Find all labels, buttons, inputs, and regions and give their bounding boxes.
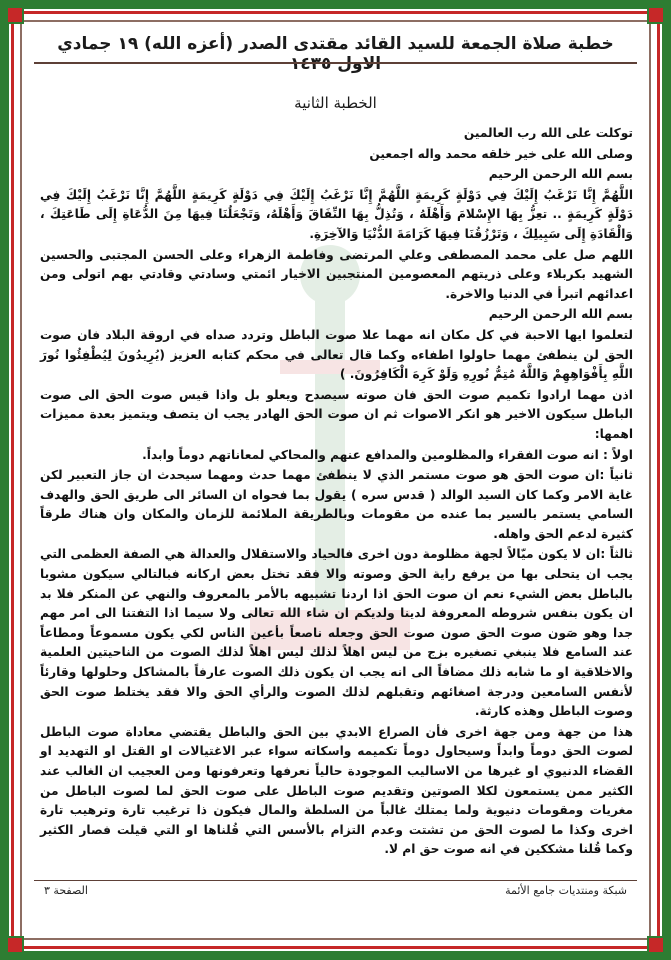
page-number: الصفحة ٣ bbox=[44, 884, 88, 897]
footer-publisher: شبكة ومنتديات جامع الأئمة bbox=[505, 884, 627, 897]
corner-ornament bbox=[647, 936, 665, 954]
paragraph: لتعلموا ايها الاحبة في كل مكان انه مهما علا صوت الباطل وتردد صداه في اروقة البلاد فان صوت الحق لن ينطفئ مهما حاولوا اطفاءه وكما قال تعالى في محكم كتابه العزيز (يُرِيدُونَ لِيُطْفِئُوا نُورَ اللَّهِ بِأَفْوَاهِهِمْ وَاللَّهُ مُتِمُّ نُورِهِ وَلَوْ كَرِهَ الْكَافِرُونَ. ) bbox=[40, 327, 633, 382]
paragraph: اللَّهُمَّ إِنَّا نَرْغَبُ إِلَيْكَ فِي دَوْلَةٍ كَرِيمَةٍ اللَّهُمَّ إِنَّا نَرْغَبُ إِلَيْكَ فِي دَوْلَةٍ كَرِيمَةٍ اللَّهُمَّ إِنَّا نَرْغَبُ إِلَيْكَ فِي دَوْلَةٍ كَرِيمَةٍ .. تعِزُّ بِهَا الإِسْلامَ وَأَهْلَهُ ، وَتُذِلُّ بِهَا النِّفَاقَ وَأَهْلَهُ، وَتَجْعَلُنَا فِيهَا مِنَ الدُّعَاةِ إِلَى طَاعَتِكَ ، وَالْقَادَةِ إِلَى سَبِيلِكَ ، وَتَرْزُقُنَا فِيهَا كَرَامَةَ الدُّنْيَا وَالآخِرَةِ. bbox=[40, 187, 633, 241]
sermon-body bbox=[40, 124, 633, 861]
corner-ornament bbox=[6, 6, 24, 24]
paragraph: ثالثاً :ان لا يكون ميّالاً لجهة مظلومة دون اخرى فالحياد والاستقلال والعدالة هي الصفة العظمى التي يجب ان يتحلى بها من يرفع راية الحق وصوته والا فقد تختل بعض اركانه فبالتالي سيكون مشوبا بالباطل بعض الشيء نعم ان صوت الحق اذا اردنا تشبيهه بالأمر بالمعروف والنهي عن المنكر فلا بد ان يكون بنفس شروطه المعروفة لدينا ولديكم ان شاء الله تعالى ولا سيما اذا التفتنا الى امر مهم جدا وهو صَون صوت الحق صون صوت الحق وجعله ناصعاً بأعين الناس لكي يكون مسموعاً ومطاعاً عند السامع فلا ينبغي تصغيره بزج من ليس اهلاً لذلك ليس اهلاً لذلك الصوت من الناحيتين العلمية والاخلاقية او ما شابه ذلك مضافاً الى انه يجب ان يكون ذلك الصوت عارفاً بالمشاكل وحلولها وقارئاً لأنفس السامعين ودرجة اصغائهم وتقبلهم لذلك الصوت والرأي الحق والا فقد يختلط صوت الحق وصوت الباطل وهذه كارثة. bbox=[40, 547, 633, 719]
header-divider bbox=[34, 62, 637, 64]
page-footer bbox=[44, 884, 627, 897]
page-title: خطبة صلاة الجمعة للسيد القائد مقتدى الصدر (أعزه الله) ١٩ جمادي الاول ١٤٣٥ bbox=[57, 34, 614, 74]
paragraph: اولاً : انه صوت الفقراء والمظلومين والمدافع عنهم والمحاكي لمعاناتهم دوماً وابداً. bbox=[142, 447, 633, 462]
paragraph: بسم الله الرحمن الرحيم bbox=[488, 307, 633, 322]
paragraph: وصلى الله على خير خلقه محمد واله اجمعين bbox=[369, 146, 633, 161]
paragraph: ثانياً :ان صوت الحق هو صوت مستمر الذي لا ينطفئ مهما حدث ومهما سيحدث ان جاز التعبير لكن غاية الامر وكما كان السيد الوالد ( قدس سره ) يقول بما فحواه ان السائر الى طريق الحق والهدف السامي يستمر بالسير بما عنده من مقومات وبالطريقة الملائمة للزمان والمكان وان هناك طرقاً كثيرة لدعم الحق واهله. bbox=[40, 468, 633, 541]
corner-ornament bbox=[6, 936, 24, 954]
paragraph: بسم الله الرحمن الرحيم bbox=[488, 167, 633, 182]
paragraph: هذا من جهة ومن جهة اخرى فأن الصراع الابدي بين الحق والباطل يقتضي معاداة صوت الباطل لصوت الحق دوماً وابداً وسيحاول دوماً تكميمه واسكاته سواء عبر الاغتيالات او القتل او التهديد او القضاء الدنيوي او غيرها من الاساليب الموجودة حالياً نعرفها وتعرفونها ومن العجيب ان الغالب عند الكثير ممن يستمعون لكلا الصوتين وتقديم صوت الباطل على صوت الحق لما لصوت الباطل من مغريات ومقومات دنيوية ولما يمتلك غالباً من السلطة والمال فيكون ذا ترغيب تارة وترهيب تارة اخرى وكذا ما لصوت الحق من تشتت وعدم التزام بالأسس التي قُلناها او التي قيلت فصار الكثير وكما قُلنا مشككين في انه صوت حق ام لا. bbox=[40, 724, 633, 857]
paragraph: اذن مهما ارادوا تكميم صوت الحق فان صوته سيصدح ويعلو بل واذا قيس صوت الحق الى صوت الباطل سيكون الاخير هو انكر الاصوات ثم ان صوت الحق الهادر يجب ان يتصف ويتميز بعدة مميزات اهمها: bbox=[40, 387, 633, 441]
section-title: الخطبة الثانية bbox=[294, 94, 377, 112]
paragraph: اللهم صل على محمد المصطفى وعلي المرتضى وفاطمة الزهراء وعلى الحسن المجتبى والحسين الشهيد بكربلاء وعلى ذريتهم المعصومين المنتجبين الاخيار ائمتي وسادتي وقادتي بهم اتولى ومن اعدائهم اتبرأ في الدنيا والاخرة. bbox=[40, 247, 633, 301]
footer-divider bbox=[34, 880, 637, 881]
paragraph: توكلت على الله رب العالمين bbox=[463, 126, 633, 140]
corner-ornament bbox=[647, 6, 665, 24]
